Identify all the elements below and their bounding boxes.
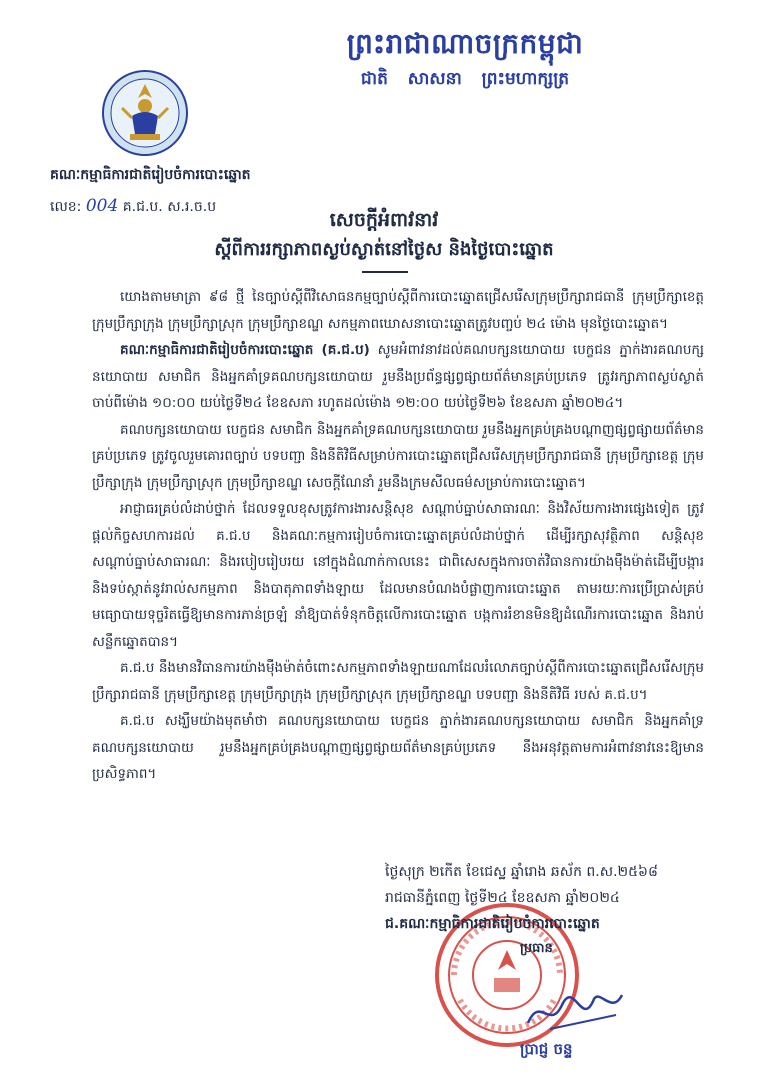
document-body (92, 284, 704, 788)
paragraph-2-text: សូមអំពាវនាវដល់គណបក្សនយោបាយ បេក្ខជន ភ្នាក់ងារគណបក្សនយោបាយ សមាជិក និងអ្នកគាំទ្រគណបក្សនយោបាយ រួមនឹងប្រព័ន្ធផ្សព្វផ្សាយព័ត៌មានគ្រប់ប្រភេទ ត្រូវរក្សាភាពស្ងប់ស្ងាត់ ចាប់ពីម៉ោង ១០:០០ យប់ថ្ងៃទី២៤ ខែឧសភា រហូតដល់ម៉ោង ១២:០០ យប់ថ្ងៃទី២៦ ខែឧសភា ឆ្នាំ២០២៤។ (92, 342, 704, 411)
reference-suffix: គ.ជ.ប. ស.រ.ច.ប (122, 199, 217, 215)
signatory-role: ប្រធាន (520, 941, 553, 956)
issuing-organization: គណៈកម្មាធិការជាតិរៀបចំការបោះឆ្នោត (50, 167, 251, 183)
paragraph-6: គ.ជ.ប សង្ឃឹមយ៉ាងមុតមាំថា គណបក្សនយោបាយ បេក្ខជន ភ្នាក់ងារគណបក្សនយោបាយ សមាជិក និងអ្នកគាំទ្រគណបក្សនយោបាយ រួមនឹងអ្នកគ្រប់គ្រងបណ្តាញផ្សព្វផ្សាយព័ត៌មានគ្រប់ប្រភេទ នឹងអនុវត្តតាមការអំពាវនាវនេះឱ្យមានប្រសិទ្ធភាព។ (92, 713, 704, 782)
document-title: សេចក្តីអំពាវនាវ (329, 209, 439, 231)
paragraph-2-lead: គណៈកម្មាធិការជាតិរៀបចំការបោះឆ្នោត (គ.ជ.ប) (120, 342, 370, 358)
paragraph-5: គ.ជ.ប នឹងមានវិធានការយ៉ាងម៉ឺងម៉ាត់ចំពោះសកម្មភាពទាំងឡាយណាដែលរំលោភច្បាប់ស្តីពីការបោះឆ្នោតជ្រើសរើសក្រុមប្រឹក្សារាជធានី ក្រុមប្រឹក្សាខេត្ត ក្រុមប្រឹក្សាក្រុង ក្រុមប្រឹក្សាស្រុក ក្រុមប្រឹក្សាខណ្ឌ បទបញ្ជា និងនីតិវិធី របស់ គ.ជ.ប។ (92, 660, 704, 703)
lunar-date: ថ្ងៃសុក្រ ២កើត ខែជេស្ឋ ឆ្នាំរោង ឆស័ក ព.ស.២៥៦៨ (385, 864, 658, 880)
letterhead (300, 26, 630, 92)
title-divider (362, 271, 408, 273)
reference-label: លេខ: (50, 199, 82, 215)
city-date: រាជធានីភ្នំពេញ ថ្ងៃទី២៤ ខែឧសភា ឆ្នាំ២០២៤ (385, 890, 620, 906)
paragraph-2 (92, 337, 704, 417)
document-subtitle: ស្តីពីការរក្សាភាពស្ងប់ស្ងាត់នៅថ្ងៃស និងថ្ងៃបោះឆ្នោត (214, 239, 554, 260)
paragraph-4: អាជ្ញាធរគ្រប់លំដាប់ថ្នាក់ ដែលទទួលខុសត្រូវការងារសន្តិសុខ សណ្តាប់ធ្នាប់សាធារណៈ និងវិស័យការងារផ្សេងទៀត ត្រូវផ្តល់កិច្ចសហការដល់ គ.ជ.ប និងគណៈកម្មការរៀបចំការបោះឆ្នោតគ្រប់លំដាប់ថ្នាក់ ដើម្បីរក្សាសុវត្ថិភាព សន្តិសុខ សណ្តាប់ធ្នាប់សាធារណៈ និងរបៀបរៀបរយ នៅក្នុងដំណាក់កាលនេះ ជាពិសេសក្នុងការចាត់វិធានការយ៉ាងម៉ឺងម៉ាត់ដើម្បីបង្ការ និងទប់ស្កាត់នូវរាល់សកម្មភាព និងបាតុភាពទាំងឡាយ ដែលមានបំណងបំផ្លាញការបោះឆ្នោត តាមរយៈការប្រើប្រាស់គ្រប់មធ្យោបាយទុច្ចរិតធ្វើឱ្យមានការភាន់ច្រឡំ នាំឱ្យបាត់ទំនុកចិត្តលើការបោះឆ្នោត បង្កការរំខានមិនឱ្យដំណើរការបោះឆ្នោត និងរាប់សន្លឹកឆ្នោតបាន។ (92, 501, 704, 650)
handwritten-signature-icon (520, 985, 630, 1035)
signatory-name: ប្រាជ្ញ ចន្ទ (520, 1040, 573, 1058)
signatory-organization: ជ.គណៈកម្មាធិការជាតិរៀបចំការបោះឆ្នោត (385, 916, 600, 932)
kingdom-title: ព្រះរាជាណាចក្រកម្ពុជា (346, 27, 584, 60)
paragraph-3: គណបក្សនយោបាយ បេក្ខជន សមាជិក និងអ្នកគាំទ្រគណបក្សនយោបាយ រួមនឹងអ្នកគ្រប់គ្រងបណ្តាញផ្សព្វផ្សាយព័ត៌មានគ្រប់ប្រភេទ ត្រូវចូលរួមគោរពច្បាប់ បទបញ្ជា និងនីតិវិធីសម្រាប់ការបោះឆ្នោតជ្រើសរើសក្រុមប្រឹក្សារាជធានី ក្រុមប្រឹក្សាខេត្ត ក្រុមប្រឹក្សាក្រុង ក្រុមប្រឹក្សាស្រុក ក្រុមប្រឹក្សាខណ្ឌ សេចក្តីណែនាំ រួមនឹងក្រមសីលធម៌សម្រាប់ការបោះឆ្នោត។ (92, 421, 704, 491)
nec-emblem-icon (100, 68, 190, 158)
reference-number: 004 (85, 196, 119, 216)
national-motto: ជាតិ សាសនា ព្រះមហាក្សត្រ (360, 69, 570, 89)
paragraph-1: យោងតាមមាត្រា ៩៨ ថ្មី នៃច្បាប់ស្តីពីវិសោធនកម្មច្បាប់ស្តីពីការបោះឆ្នោតជ្រើសរើសក្រុមប្រឹក្សារាជធានី ក្រុមប្រឹក្សាខេត្ត ក្រុមប្រឹក្សាក្រុង ក្រុមប្រឹក្សាស្រុក ក្រុមប្រឹក្សាខណ្ឌ សកម្មភាពឃោសនាបោះឆ្នោតត្រូវបញ្ចប់ ២៤ ម៉ោង មុនថ្ងៃបោះឆ្នោត។ (92, 289, 704, 332)
